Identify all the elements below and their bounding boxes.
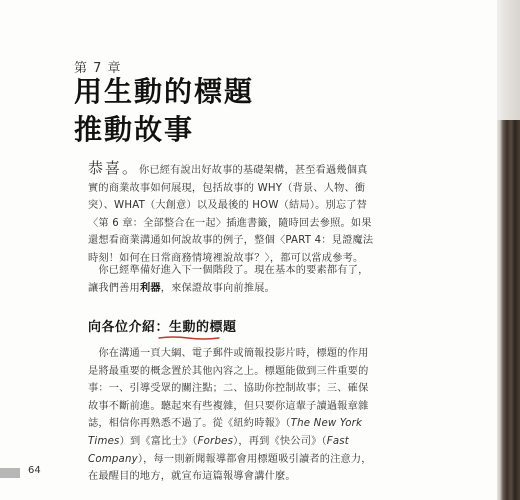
chapter-title-line-2: 推動故事 (74, 113, 195, 146)
heading-underline-stroke (159, 337, 219, 339)
second-paragraph (88, 262, 374, 297)
intro-dropcap: 恭喜。 (88, 159, 140, 177)
heading-underline (158, 335, 220, 341)
chapter-label: 第 7 章 (74, 61, 122, 76)
page-number: 64 (28, 465, 41, 476)
page-stack-edge-top (497, 0, 520, 120)
section-heading: 向各位介紹：生動的標題 (88, 320, 237, 335)
third-paragraph (88, 345, 374, 486)
third-paragraph-text-b: ）到《富比士》（ (119, 435, 198, 447)
folio-bar (0, 468, 20, 478)
second-paragraph-bold: 利器 (139, 282, 161, 294)
chapter-title-line-1: 用生動的標題 (74, 75, 255, 108)
second-paragraph-text-b: ，來保證故事向前推展。 (160, 282, 275, 294)
forbes-title: Forbes (197, 435, 234, 447)
third-paragraph-text-d: ），每一則新聞報導都會用標題吸引讀者的注意力，在最醒目的地方，就宣布這篇報導會講什麼。 (88, 453, 372, 483)
chapter-title (74, 73, 254, 149)
intro-text: 你已經有說出好故事的基礎架構，甚至看過幾個真實的商業故事如何展現，包括故事的 WHY（背景、人物、衝突）、WHAT（大創意）以及最後的 HOW（結局）。別忘了替〈第 6 章：全部整合在一起〉插進書籤，隨時回去參照。如果還想看商業溝通如何說故事的例子，整個〈PART 4：見證魔法時刻！如何在日常商務情境裡說故事？〉，都可以當成參考。 (88, 165, 374, 264)
fastco-title: Fast Company (88, 435, 349, 465)
third-paragraph-text-c: ），再到《快公司》（ (233, 435, 327, 447)
nyt-title: The New York Times (88, 418, 363, 447)
second-paragraph-text-a: 你已經準備好進入下一個階段了。現在基本的要素都有了，讓我們善用 (88, 265, 369, 294)
third-paragraph-text-a: 你在溝通一頁大綱、電子郵件或簡報投影片時，標題的作用是將最重要的概念置於其他內容之上。標題能做到三件重要的事：一、引導受眾的關注點；二、協助你控制故事；三、確保故事不斷前進。聽起來有些複雜，但只要你這輩子讀過報章雜誌，相信你再熟悉不過了。從《紐約時報》（ (88, 348, 369, 430)
intro-paragraph (88, 160, 374, 268)
